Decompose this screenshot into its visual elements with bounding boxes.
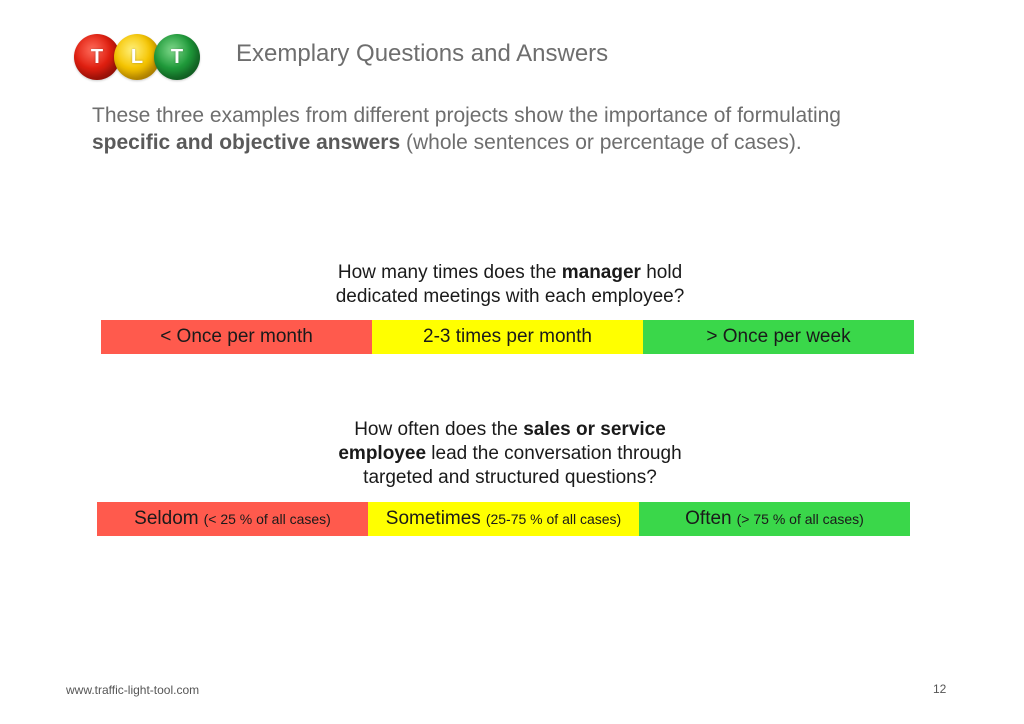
answer-2-high	[639, 502, 910, 536]
answer-1-low	[101, 320, 372, 354]
question-1-line2: dedicated meetings with each employee?	[335, 286, 685, 307]
yellow-light-icon: L	[114, 34, 160, 80]
question-1-part2: hold	[640, 262, 683, 283]
answer-2-high-label: Often	[685, 508, 732, 529]
question-2-part2: lead the conversation through	[426, 443, 682, 464]
tlt-logo	[74, 34, 204, 80]
intro-rest: (whole sentences or percentage of cases).	[400, 131, 802, 154]
answer-scale-1	[101, 320, 914, 354]
answer-1-low-label: < Once per month	[160, 326, 313, 347]
intro-bold: specific and objective answers	[92, 131, 401, 154]
answer-1-high-label: > Once per week	[706, 326, 851, 347]
green-light-icon: T	[154, 34, 200, 80]
answer-2-low-label: Seldom	[134, 508, 199, 529]
answer-scale-2	[97, 502, 910, 536]
answer-2-low-detail: (< 25 % of all cases)	[203, 511, 331, 527]
question-2-bold2: employee	[338, 443, 427, 464]
answer-2-high-detail: (> 75 % of all cases)	[736, 511, 864, 527]
answer-1-high	[643, 320, 914, 354]
answer-2-mid-detail: (25-75 % of all cases)	[485, 511, 622, 527]
red-light-icon: T	[74, 34, 120, 80]
answer-1-mid	[372, 320, 643, 354]
page-title: Exemplary Questions and Answers	[236, 40, 609, 67]
question-2-part1: How often does the	[354, 419, 524, 440]
answer-2-mid-label: Sometimes	[385, 508, 481, 529]
question-1-bold: manager	[561, 262, 641, 283]
answer-2-mid	[368, 502, 639, 536]
answer-1-mid-label: 2-3 times per month	[423, 326, 592, 347]
question-2	[200, 418, 820, 490]
answer-2-low	[97, 502, 368, 536]
question-2-line3: targeted and structured questions?	[363, 467, 657, 488]
question-1	[200, 261, 820, 309]
page-number: 12	[933, 682, 947, 696]
intro-line-1: These three examples from different projects show the importance of formulating	[92, 104, 841, 127]
footer-url: www.traffic-light-tool.com	[66, 683, 200, 697]
intro-text	[92, 102, 952, 156]
question-2-bold1: sales or service	[523, 419, 666, 440]
question-1-part1: How many times does the	[337, 262, 562, 283]
